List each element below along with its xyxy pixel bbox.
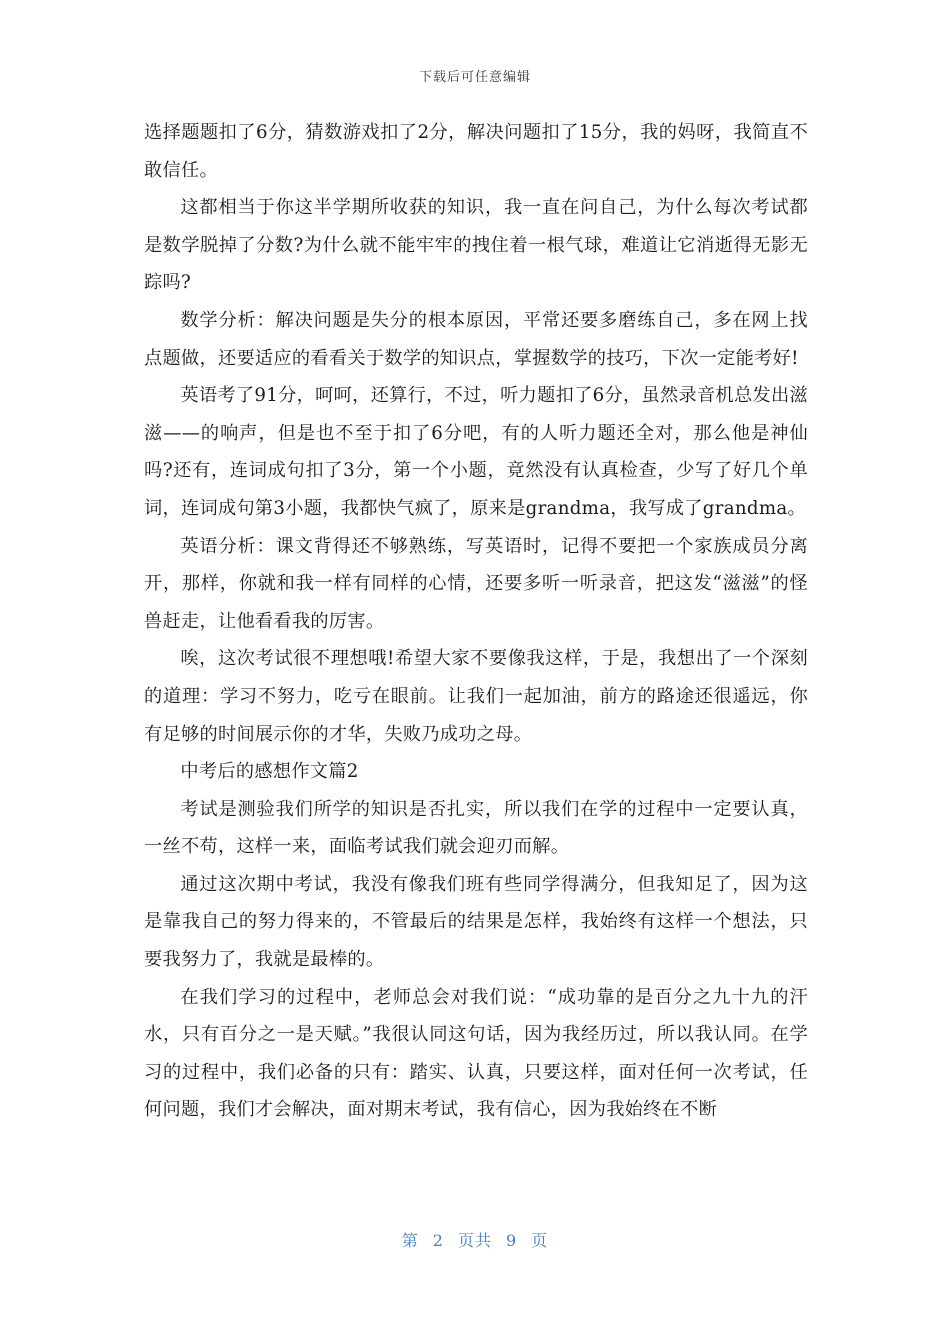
footer-suffix: 页: [531, 1231, 549, 1250]
paragraph: 在我们学习的过程中，老师总会对我们说：“成功靠的是百分之九十九的汗水，只有百分之一是天赋。”我很认同这句话，因为我经历过，所以我认同。在学习的过程中，我们必备的只有：踏实、认真，只要这样，面对任何一次考试，任何问题，我们才会解决，面对期末考试，我有信心，因为我始终在不断: [144, 986, 808, 1121]
paragraph-continuation: 选择题题扣了6分，猜数游戏扣了2分，解决问题扣了15分，我的妈呀，我简直不敢信任。: [144, 122, 808, 181]
footer-total-pages: 9: [506, 1231, 518, 1250]
page-footer: [0, 1228, 950, 1251]
paragraph: 通过这次期中考试，我没有像我们班有些同学得满分，但我知足了，因为这是靠我自己的努力得来的，不管最后的结果是怎样，我始终有这样一个想法，只要我努力了，我就是最棒的。: [144, 873, 808, 971]
paragraph-english-analysis: 英语分析：课文背得还不够熟练，写英语时，记得不要把一个家族成员分离开，那样，你就和我一样有同样的心情，还要多听一听录音，把这发“滋滋”的怪兽赶走，让他看看我的厉害。: [144, 535, 808, 632]
footer-current-page: 2: [432, 1231, 444, 1250]
page-header: 下载后可任意编辑: [418, 70, 531, 85]
paragraph-english-exam: 英语考了91分，呵呵，还算行，不过，听力题扣了6分，虽然录音机总发出滋滋——的响声，但是也不至于扣了6分吧，有的人听力题还全对，那么他是神仙吗?还有，连词成句扣了3分，第一个小题，竟然没有认真检查，少写了好几个单词，连词成句第3小题，我都快气疯了，原来是grandma，我写成了grandma。: [144, 385, 808, 519]
paragraph-conclusion: 唉，这次考试很不理想哦!希望大家不要像我这样，于是，我想出了一个深刻的道理：学习不努力，吃亏在眼前。让我们一起加油，前方的路途还很遥远，你有足够的时间展示你的才华，失败乃成功之母。: [144, 648, 808, 745]
footer-prefix: 第: [401, 1231, 419, 1250]
paragraph-math-analysis: 数学分析：解决问题是失分的根本原因，平常还要多磨练自己，多在网上找点题做，还要适应的看看关于数学的知识点，掌握数学的技巧，下次一定能考好!: [144, 309, 808, 369]
section-heading: 中考后的感想作文篇2: [180, 761, 359, 783]
paragraph: 考试是测验我们所学的知识是否扎实，所以我们在学的过程中一定要认真，一丝不苟，这样一来，面临考试我们就会迎刃而解。: [144, 798, 808, 858]
footer-middle: 页共: [457, 1231, 492, 1250]
document-body: [144, 114, 808, 1129]
paragraph: 这都相当于你这半学期所收获的知识，我一直在问自己，为什么每次考试都是数学脱掉了分数?为什么就不能牢牢的拽住着一根气球，难道让它消逝得无影无踪吗?: [144, 197, 808, 294]
